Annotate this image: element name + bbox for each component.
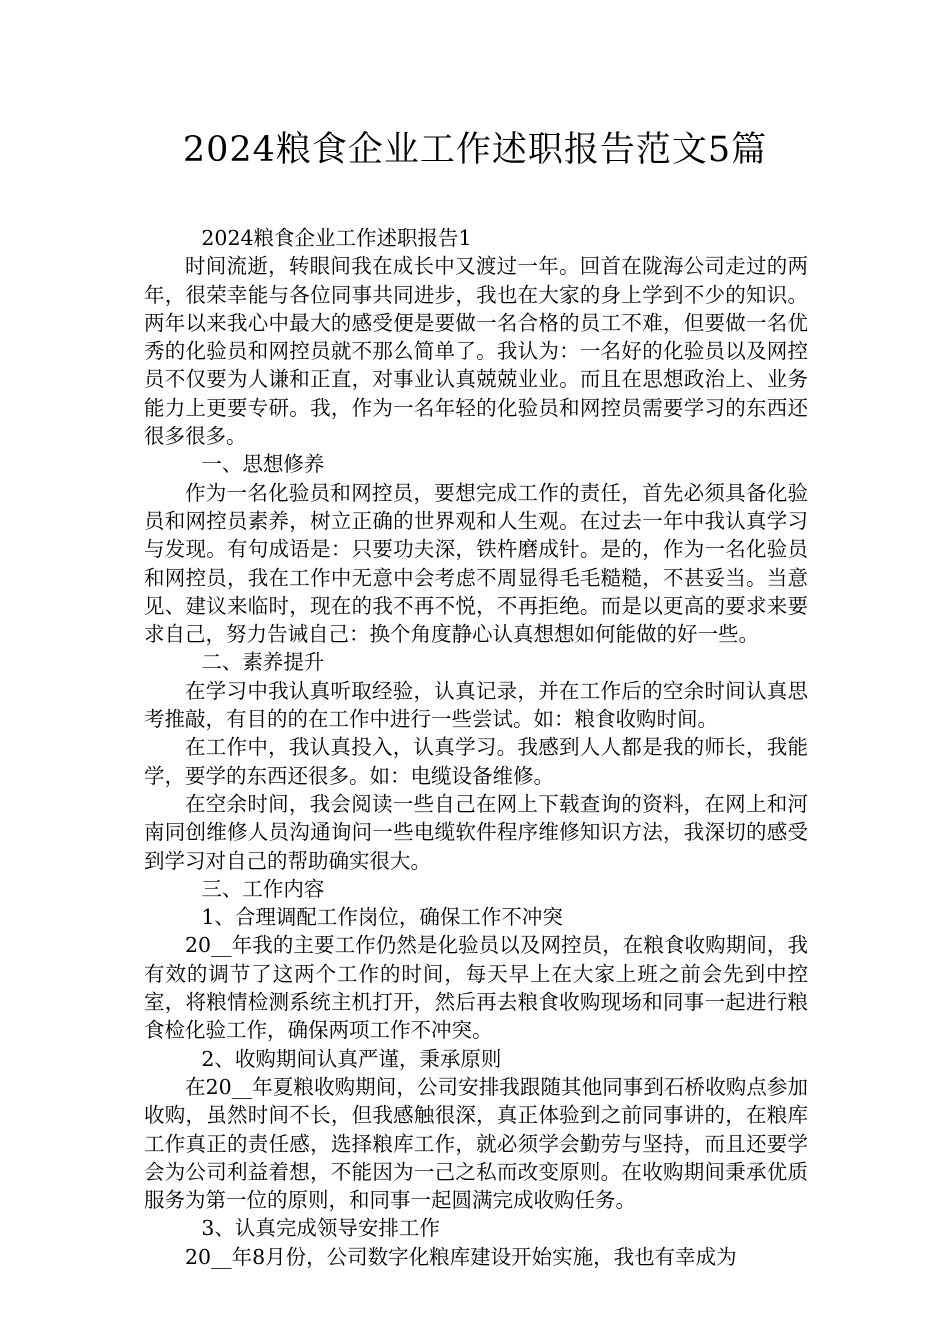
document-body (144, 224, 808, 1271)
paragraph-quality-2: 在工作中，我认真投入，认真学习。我感到人人都是我的师长，我能学，要学的东西还很多。如：电缆设备维修。 (144, 735, 808, 788)
report-heading: 2024粮食企业工作述职报告1 (201, 226, 472, 250)
paragraph-quality-1: 在学习中我认真听取经验，认真记录，并在工作后的空余时间认真思考推敲，有目的的在工作中进行一些尝试。如：粮食收购时间。 (144, 678, 808, 732)
subheading-2: 2、收购期间认真严谨，秉承原则 (201, 1046, 502, 1071)
section-heading-quality: 二、素养提升 (201, 650, 325, 675)
paragraph-thought: 作为一名化验员和网控员，要想完成工作的责任，首先必须具备化验员和网控员素养，树立正确的世界观和人生观。在过去一年中我认真学习与发现。有句成语是：只要功夫深，铁杵磨成针。是的，作为一名化验员和网控员，我在工作中无意中会考虑不周显得毛毛糙糙，不甚妥当。当意见、建议来临时，现在的我不再不悦，不再拒绝。而是以更高的要求来要求自己，努力告诫自己：换个角度静心认真想想如何能做的好一些。 (144, 480, 808, 647)
paragraph-work-2: 在20__年夏粮收购期间，公司安排我跟随其他同事到石桥收购点参加收购，虽然时间不长，但我感触很深，真正体验到之前同事讲的，在粮库工作真正的责任感，选择粮库工作，就必须学会勤劳与坚持，而且还要学会为公司利益着想，不能因为一己之私而改变原则。在收购期间秉承优质服务为第一位的原则，和同事一起圆满完成收购任务。 (144, 1074, 808, 1213)
paragraph-work-1: 20__年我的主要工作仍然是化验员以及网控员，在粮食收购期间，我有效的调节了这两个工作的时间，每天早上在大家上班之前会先到中控室，将粮情检测系统主机打开，然后再去粮食收购现场和同事一起进行粮食检化验工作，确保两项工作不冲突。 (144, 933, 808, 1043)
paragraph-intro: 时间流逝，转眼间我在成长中又渡过一年。回首在陇海公司走过的两年，很荣幸能与各位同事共同进步，我也在大家的身上学到不少的知识。两年以来我心中最大的感受便是要做一名合格的员工不难，但要做一名优秀的化验员和网控员就不那么简单了。我认为：一名好的化验员以及网控员不仅要为人谦和正直，对事业认真兢兢业业。而且在思想政治上、业务能力上更要专研。我，作为一名年轻的化验员和网控员需要学习的东西还很多很多。 (144, 254, 808, 449)
paragraph-work-3: 20__年8月份，公司数字化粮库建设开始实施，我也有幸成为 (185, 1244, 737, 1269)
section-heading-thought: 一、思想修养 (201, 452, 325, 477)
paragraph-quality-3: 在空余时间，我会阅读一些自己在网上下载查询的资料，在网上和河南同创维修人员沟通询问一些电缆软件程序维修知识方法，我深切的感受到学习对自己的帮助确实很大。 (144, 791, 808, 873)
section-heading-work: 三、工作内容 (201, 876, 325, 901)
subheading-3: 3、认真完成领导安排工作 (201, 1216, 440, 1241)
subheading-1: 1、合理调配工作岗位，确保工作不冲突 (201, 905, 563, 930)
document-title: 2024粮食企业工作述职报告范文5篇 (182, 130, 768, 170)
